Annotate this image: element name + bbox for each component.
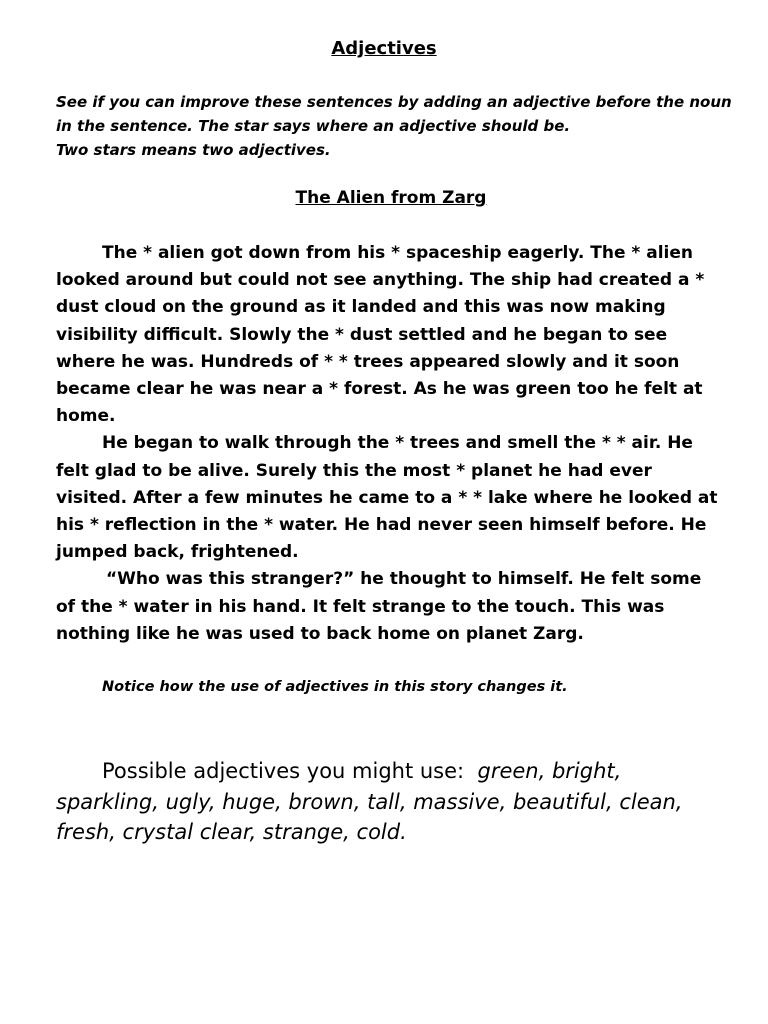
instructions-line-1: See if you can improve these sentences by adding an adjective before the noun in the sentence. The star says where an adjective should be. — [56, 93, 732, 135]
worksheet-title: Adjectives — [331, 38, 437, 59]
possible-adjectives-label: Possible adjectives you might use: — [102, 759, 465, 783]
possible-adjectives-list: green, bright, sparkling, ugly, huge, brown, tall, massive, beautiful, clean, fresh, crystal clear, strange, cold. — [56, 759, 683, 844]
story-title: The Alien from Zarg — [295, 188, 487, 208]
notice-text: Notice how the use of adjectives in this story changes it. — [102, 679, 568, 695]
story-paragraph-2: He began to walk through the * trees and smell the * * air. He felt glad to be alive. Surely this the most * planet he had ever visited. After a few minutes he came to a * * lake where he looked at his * reflection in the * water. He had never seen himself before. He jumped back, frightened. — [56, 433, 718, 563]
instructions — [56, 90, 736, 162]
story-paragraph-3: “Who was this stranger?” he thought to himself. He felt some of the * water in his hand. It felt strange to the touch. This was nothing like he was used to back home on planet Zarg. — [56, 569, 702, 644]
story-paragraph-1: The * alien got down from his * spaceship eagerly. The * alien looked around but could not see anything. The ship had created a * dust cloud on the ground as it landed and this was now making visibility difficult. Slowly the * dust settled and he began to see where he was. Hundreds of * * trees appeared slowly and it soon became clear he was near a * forest. As he was green too he felt at home. — [56, 243, 705, 427]
story-body — [56, 240, 721, 648]
possible-adjectives-block — [56, 756, 716, 848]
instructions-line-2: Two stars means two adjectives. — [56, 141, 331, 159]
